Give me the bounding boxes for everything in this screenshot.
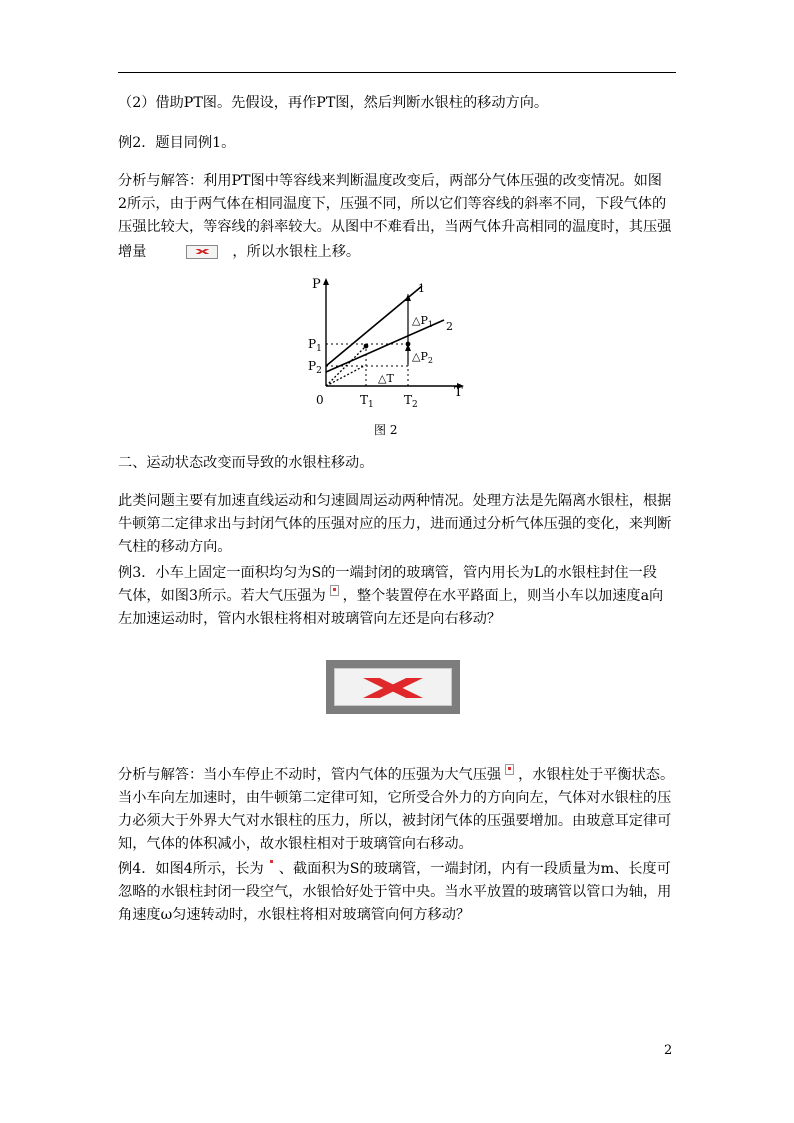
t1-label: $T_1$ (360, 393, 374, 410)
delta-p2-label: $\triangle P_2$ (412, 350, 433, 365)
origin-label: 0 (316, 393, 324, 407)
paragraph-example3: 例3．小车上固定一面积均匀为S的一端封闭的玻璃管，管内用长为L的水银柱封住一段 气体，如图3所示。若大气压强为 ，整个装置停在水平路面上，则当小车以加速度a向 左加速运动时，管内水银柱将相对玻璃管向左还是向右移动？ (118, 565, 664, 627)
broken-image-icon (363, 678, 423, 698)
figure-2-caption: 图 2 (374, 423, 398, 437)
p2-label: $P_2$ (308, 359, 322, 376)
paragraph-example4: 例4．如图4所示，长为 、截面积为S的玻璃管，一端封闭，内有一段质量为m、长度可 忽略的水银柱封闭一段空气，水银恰好处于管中央。当水平放置的玻璃管以管口为轴，用 角速度ω匀速转动时，水银柱将相对玻璃管向何方移动？ (118, 858, 678, 927)
broken-image-icon (268, 858, 275, 867)
delta-t-label: △T (378, 372, 394, 385)
broken-image-icon (186, 245, 218, 259)
line-2-label: 2 (446, 320, 453, 333)
broken-image-icon (330, 585, 339, 596)
delta-p1-label: $\triangle P_1$ (412, 314, 433, 329)
paragraph-analysis1: 分析与解答：利用PT图中等容线来判断温度改变后，两部分气体压强的改变情况。如图 2所示，由于两气体在相同温度下，压强不同，所以它们等容线的斜率不同，下段气体的 压强比较大，等容线的斜率较大。从图中不难看出，当两气体升高相同的温度时，其压强 增量 ，所以水银柱上移。 (118, 173, 672, 260)
axis-p-label: P (312, 277, 321, 292)
section-heading-2: 二、运动状态改变而导致的水银柱移动。 (118, 455, 374, 471)
figure-3-placeholder (326, 660, 460, 714)
broken-image-icon (505, 764, 514, 775)
page-number: 2 (664, 1043, 673, 1058)
line-1-label: 1 (418, 282, 425, 295)
paragraph-analysis3: 分析与解答：当小车停止不动时，管内气体的压强为大气压强 ，水银柱处于平衡状态。 当小车向左加速时，由牛顿第二定律可知，它所受合外力的方向向左，气体对水银柱的压 力必须大于外界大气对水银柱的压力，所以，被封闭气体的压强要增加。由玻意耳定律可 知，气体的体积减小，故水银柱相对于玻璃管向右移动。 (118, 764, 678, 856)
figure-2-pt-graph (304, 276, 480, 440)
p1-label: $P_1$ (308, 337, 322, 354)
header-rule (118, 72, 676, 73)
axis-t-label: T (454, 385, 463, 400)
paragraph-example2: 例2．题目同例1。 (118, 135, 236, 151)
paragraph-method: （2）借助PT图。先假设，再作PT图，然后判断水银柱的移动方向。 (118, 95, 549, 111)
paragraph-method-2: 此类问题主要有加速直线运动和匀速圆周运动两种情况。处理方法是先隔离水银柱，根据 牛顿第二定律求出与封闭气体的压强对应的压力，进而通过分析气体压强的变化，来判断 气柱的移动方向。 (118, 493, 672, 555)
t2-label: $T_2$ (404, 393, 418, 410)
